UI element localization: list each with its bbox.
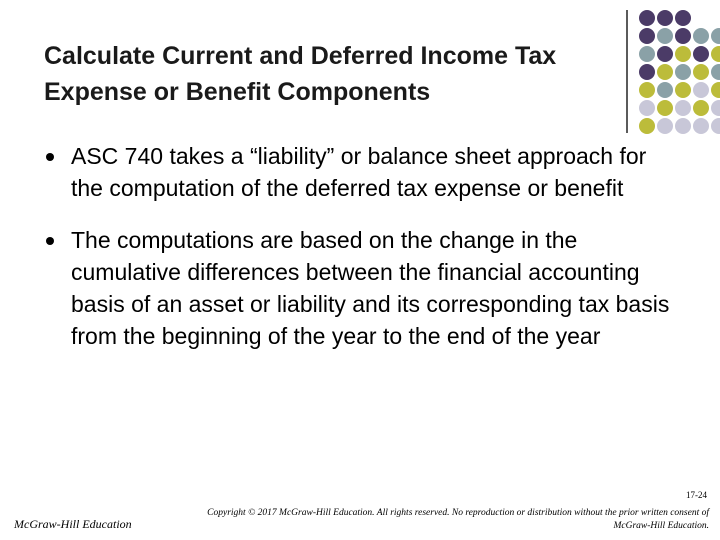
publisher-name: McGraw-Hill Education — [14, 517, 132, 531]
decorative-dot — [693, 64, 709, 80]
copyright-notice: Copyright © 2017 McGraw-Hill Education. All rights reserved. No reproduction or distribution without the prior written consent of McGraw-Hill Education. — [207, 508, 709, 531]
decorative-dot — [675, 10, 691, 26]
decorative-dot — [693, 100, 709, 116]
decorative-dot — [639, 46, 655, 62]
decorative-dot — [657, 28, 673, 44]
decorative-dot — [657, 64, 673, 80]
decorative-dot — [657, 82, 673, 98]
decorative-dot — [711, 64, 720, 80]
decorative-dot — [639, 100, 655, 116]
decorative-dot — [675, 118, 691, 134]
decorative-dot — [639, 28, 655, 44]
decorative-dot — [675, 46, 691, 62]
decorative-dot — [675, 100, 691, 116]
bullet-dot-icon — [46, 153, 54, 161]
decorative-dot — [711, 118, 720, 134]
decorative-dot — [693, 118, 709, 134]
decorative-dot — [711, 100, 720, 116]
bullet-item — [44, 140, 684, 204]
bullet-list — [44, 140, 684, 372]
decorative-dot — [639, 10, 655, 26]
decorative-dot-empty — [693, 10, 709, 26]
decorative-dot — [657, 46, 673, 62]
bullet-text: The computations are based on the change in the cumulative differences between the financial accounting basis of an asset or liability and its corresponding tax basis from the beginning of the year to the end of the year — [71, 227, 670, 349]
decorative-dot — [693, 28, 709, 44]
decorative-dot — [639, 64, 655, 80]
decorative-dot — [639, 82, 655, 98]
bullet-dot-icon — [46, 237, 54, 245]
decorative-dot — [675, 28, 691, 44]
decorative-dot-grid — [639, 10, 720, 134]
decorative-dot — [675, 64, 691, 80]
bullet-text: ASC 740 takes a “liability” or balance sheet approach for the computation of the deferred tax expense or benefit — [71, 143, 647, 201]
decorative-dot-empty — [711, 10, 720, 26]
decorative-dot — [711, 28, 720, 44]
decorative-dot — [711, 46, 720, 62]
decorative-dot — [639, 118, 655, 134]
decorative-dot — [693, 82, 709, 98]
decorative-dot — [675, 82, 691, 98]
bullet-item — [44, 224, 684, 352]
decorative-dot — [693, 46, 709, 62]
page-number: 17-24 — [686, 490, 707, 500]
slide-title: Calculate Current and Deferred Income Tax Expense or Benefit Components — [44, 42, 557, 106]
decorative-dot — [657, 10, 673, 26]
decorative-dot — [711, 82, 720, 98]
decorative-dot — [657, 100, 673, 116]
decorative-dot — [657, 118, 673, 134]
title-divider — [626, 10, 628, 133]
